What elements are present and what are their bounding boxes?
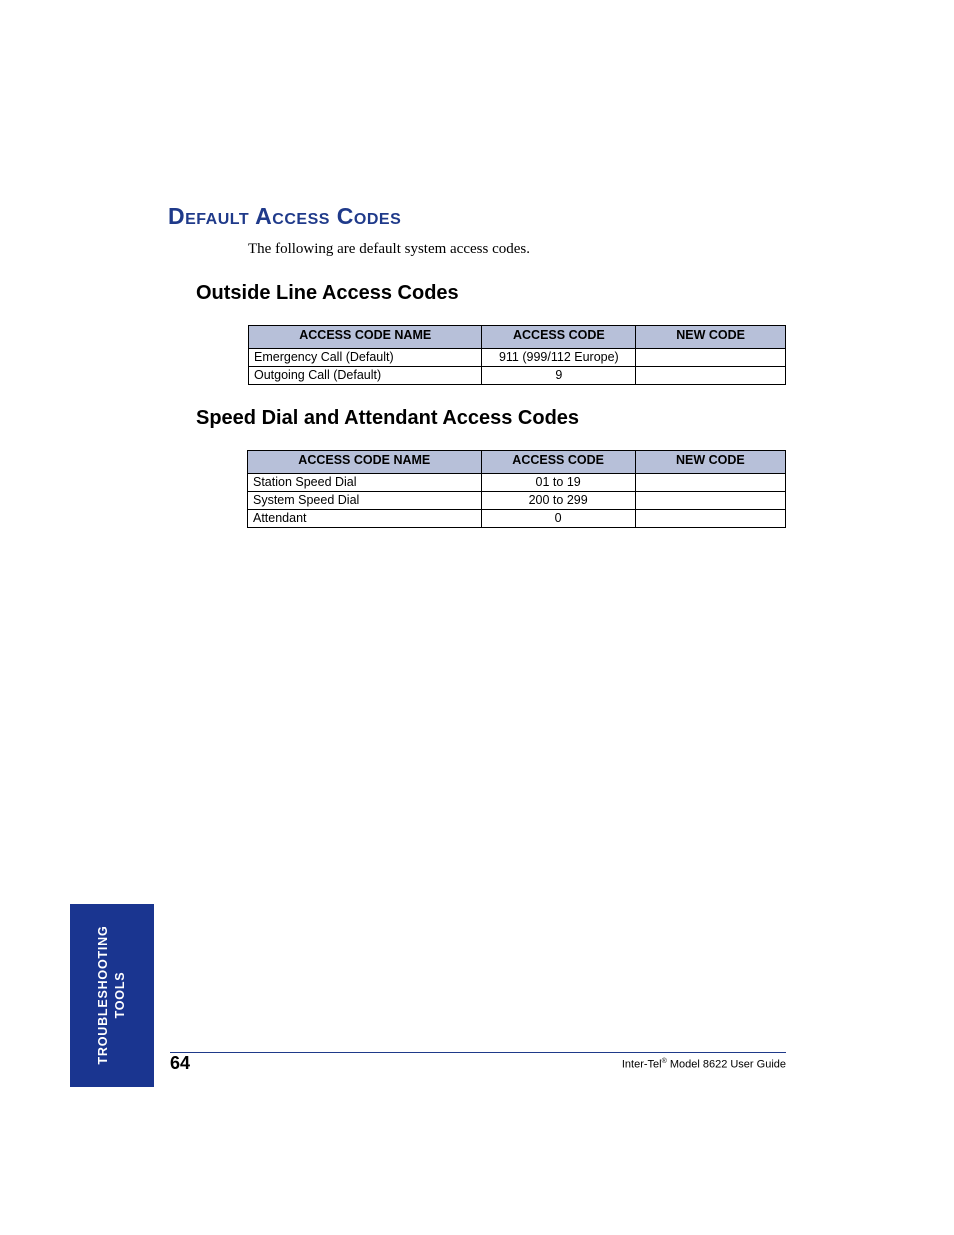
intro-text: The following are default system access codes. xyxy=(248,241,530,257)
column-header-new: NEW CODE xyxy=(636,326,786,349)
footer-guide-text: Model 8622 User Guide xyxy=(666,1058,786,1071)
cell-code: 9 xyxy=(482,367,636,385)
column-header-name: ACCESS CODE NAME xyxy=(248,451,482,474)
side-tab xyxy=(70,904,154,1087)
table-row xyxy=(249,367,786,385)
footer-brand: Inter-Tel xyxy=(621,1058,662,1071)
cell-new-code[interactable] xyxy=(635,474,785,492)
outside-line-table xyxy=(248,325,786,385)
footer-guide-title xyxy=(622,1058,786,1071)
cell-new-code[interactable] xyxy=(635,492,785,510)
cell-name: Emergency Call (Default) xyxy=(249,349,482,367)
cell-new-code[interactable] xyxy=(636,367,786,385)
table-row xyxy=(249,349,786,367)
cell-name: Outgoing Call (Default) xyxy=(249,367,482,385)
cell-name: Attendant xyxy=(248,510,482,528)
column-header-code: ACCESS CODE xyxy=(481,451,635,474)
page-number: 64 xyxy=(170,1053,191,1073)
table-header-row xyxy=(248,451,786,474)
column-header-new: NEW CODE xyxy=(635,451,785,474)
speed-dial-table xyxy=(247,450,786,528)
column-header-code: ACCESS CODE xyxy=(482,326,636,349)
cell-code: 200 to 299 xyxy=(481,492,635,510)
cell-code: 911 (999/112 Europe) xyxy=(482,349,636,367)
cell-new-code[interactable] xyxy=(635,510,785,528)
side-tab-label xyxy=(95,925,129,1064)
speed-dial-title: Speed Dial and Attendant Access Codes xyxy=(196,407,580,429)
cell-new-code[interactable] xyxy=(636,349,786,367)
registered-mark: ® xyxy=(661,1058,667,1065)
cell-code: 01 to 19 xyxy=(481,474,635,492)
table-row xyxy=(248,492,786,510)
cell-name: Station Speed Dial xyxy=(248,474,482,492)
cell-code: 0 xyxy=(481,510,635,528)
table-row xyxy=(248,510,786,528)
side-tab-line1: TROUBLESHOOTING xyxy=(96,925,110,1065)
table-row xyxy=(248,474,786,492)
column-header-name: ACCESS CODE NAME xyxy=(249,326,482,349)
outside-line-title: Outside Line Access Codes xyxy=(196,282,459,304)
cell-name: System Speed Dial xyxy=(248,492,482,510)
side-tab-line2: TOOLS xyxy=(113,971,127,1019)
table-header-row xyxy=(249,326,786,349)
section-title: Default Access Codes xyxy=(168,203,402,229)
footer-rule xyxy=(170,1052,786,1053)
